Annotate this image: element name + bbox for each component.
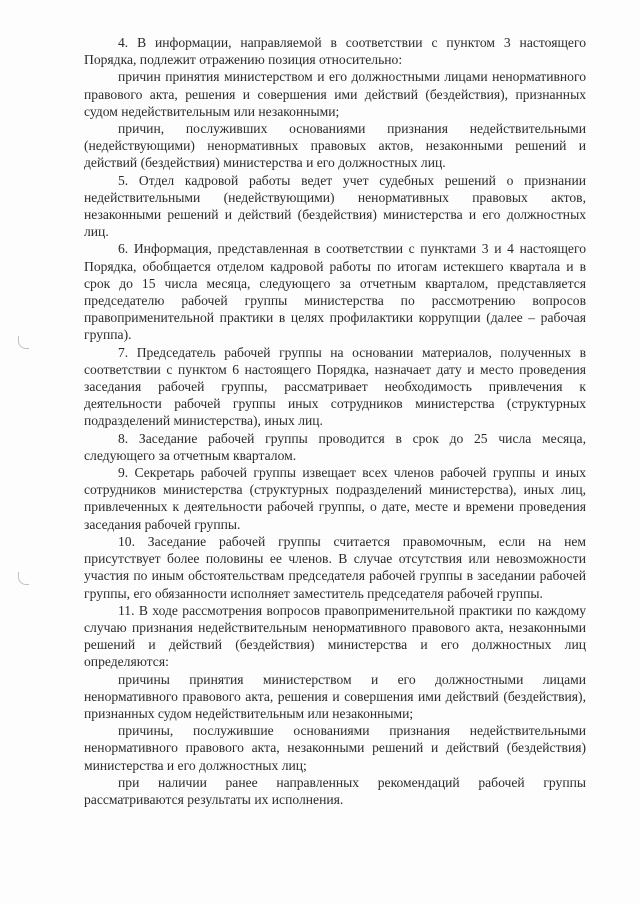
paragraph-4: 4. В информации, направляемой в соответствии с пунктом 3 настоящего Порядка, подлежит отражению позиция относительно: (84, 35, 586, 68)
paragraph-11-item-2: причины, послужившие основаниями признания недействительными ненормативного правового акта, незаконными решений и действий (бездействия) министерства и его должностных лиц; (84, 723, 586, 773)
paragraph-5: 5. Отдел кадровой работы ведет учет судебных решений о признании недействительными (недействующими) ненормативных правовых актов, незаконными решений и действий (бездействия) министерства и его должностных лиц. (84, 172, 586, 240)
document-body (84, 34, 586, 808)
paragraph-7: 7. Председатель рабочей группы на основании материалов, полученных в соответствии с пунктом 6 настоящего Порядка, назначает дату и место проведения заседания рабочей группы, рассматривает необходимость привлечения к деятельности рабочей группы иных сотрудников министерства (структурных подразделений министерства), иных лиц. (84, 344, 586, 429)
paragraph-11-item-3: при наличии ранее направленных рекомендаций рабочей группы рассматриваются результаты их исполнения. (84, 774, 586, 807)
paragraph-4-item-1: причин принятия министерством и его должностными лицами ненормативного правового акта, решения и совершения ими действий (бездействия), признанных судом недействительным или незаконными; (84, 69, 586, 119)
paragraph-9: 9. Секретарь рабочей группы извещает всех членов рабочей группы и иных сотрудников министерства (структурных подразделений министерства), иных лиц, привлеченных к деятельности рабочей группы, о дате, месте и времени проведения заседания рабочей группы. (84, 465, 586, 532)
paragraph-11-item-1: причины принятия министерством и его должностными лицами ненормативного правового акта, решения и совершения ими действий (бездействия), признанных судом недействительным или незаконными; (84, 671, 586, 721)
paragraph-4-item-2: причин, послуживших основаниями признания недействительными (недействующими) ненормативных правовых актов, незаконными решений и действий (бездействия) министерства и его должностных лиц. (84, 121, 586, 171)
margin-mark (18, 572, 29, 585)
margin-mark (18, 336, 29, 349)
paragraph-10: 10. Заседание рабочей группы считается правомочным, если на нем присутствует более половины ее членов. В случае отсутствия или невозможности участия по иным обстоятельствам председателя рабочей группы в заседании рабочей группы, его обязанности исполняет заместитель председателя рабочей группы. (84, 533, 586, 601)
paragraph-6: 6. Информация, представленная в соответствии с пунктами 3 и 4 настоящего Порядка, обобщается отделом кадровой работы по итогам истекшего квартала и в срок до 15 числа месяца, следующего за отчетным кварталом, представляется председателю рабочей группы министерства по рассмотрению вопросов правоприменительной практики в целях профилактики коррупции (далее – рабочая группа). (84, 241, 586, 343)
paragraph-8: 8. Заседание рабочей группы проводится в срок до 25 числа месяца, следующего за отчетным кварталом. (84, 430, 586, 463)
paragraph-11: 11. В ходе рассмотрения вопросов правоприменительной практики по каждому случаю признания недействительным ненормативного правового акта, незаконными решений и действий (бездействия) министерства и его должностных лиц определяются: (84, 602, 586, 670)
